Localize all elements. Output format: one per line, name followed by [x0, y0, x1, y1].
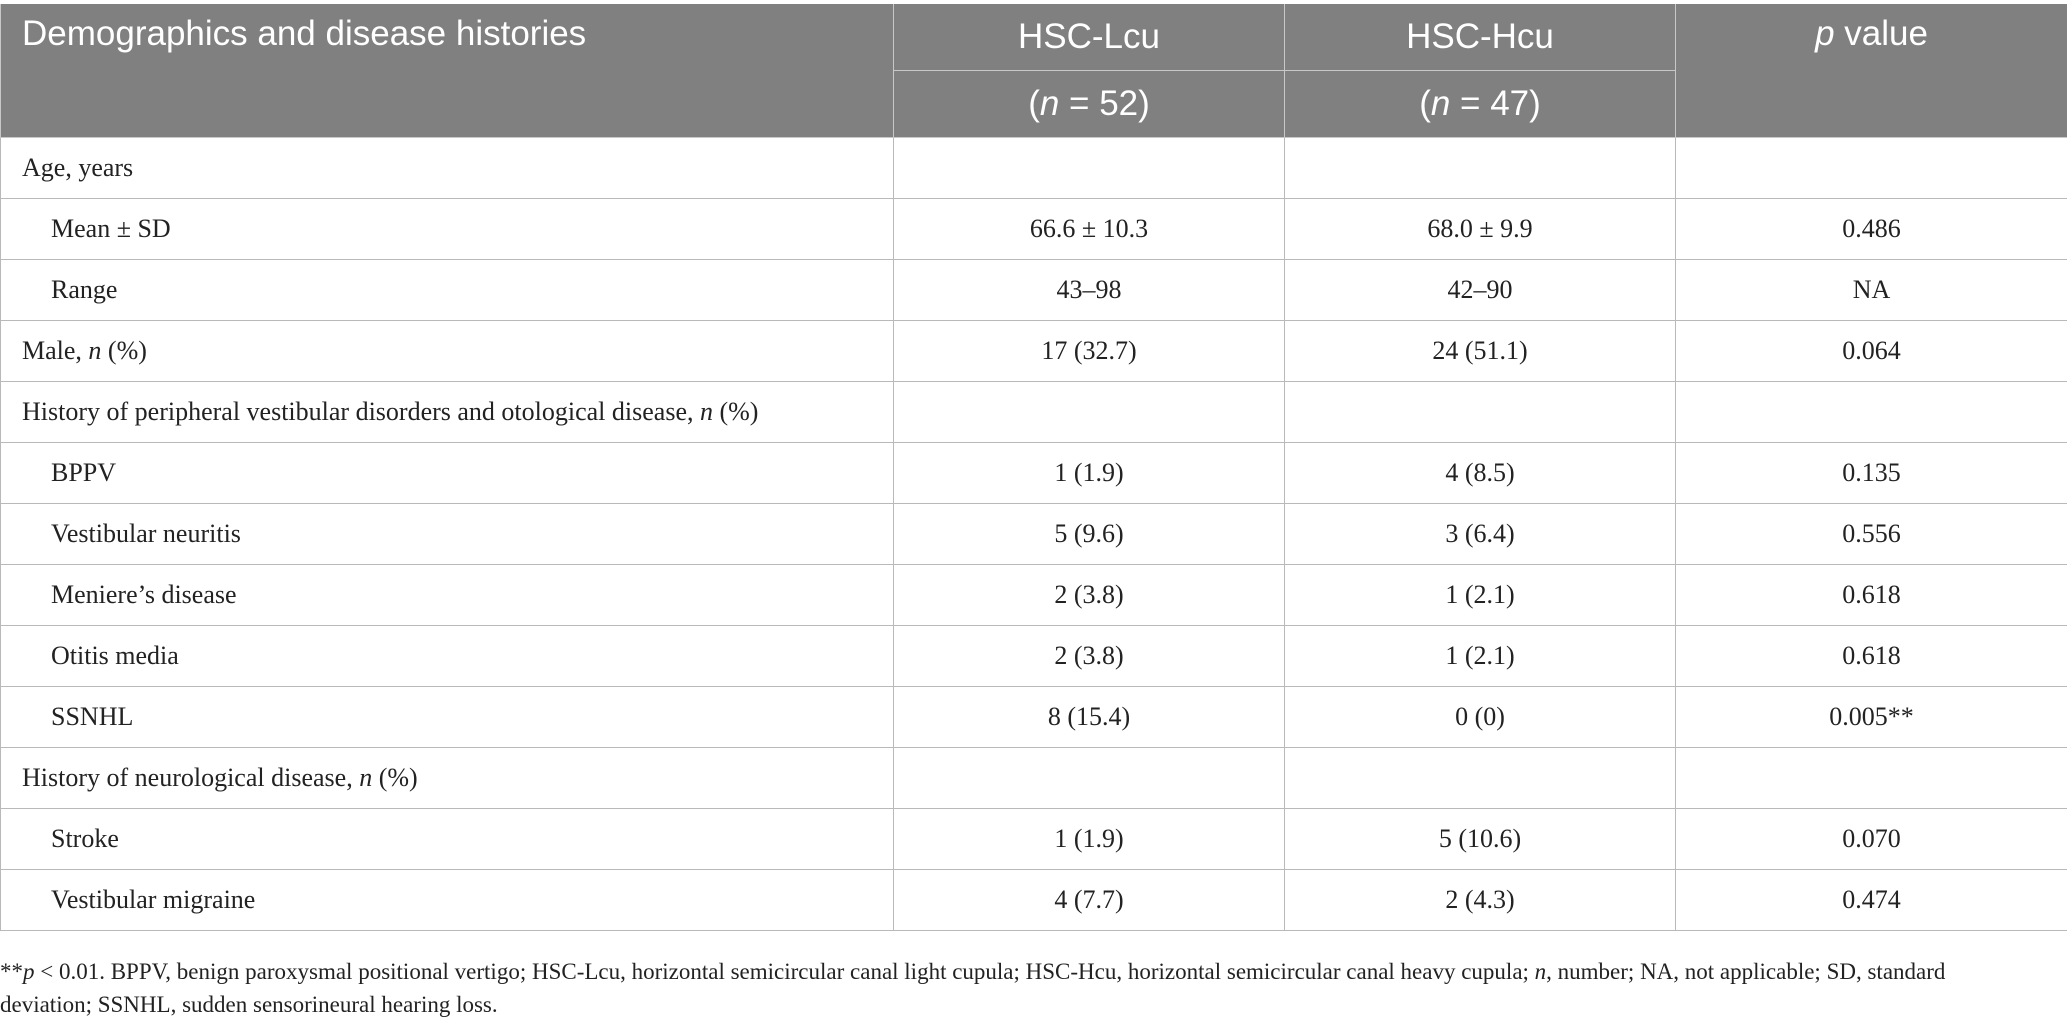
row-label: Vestibular neuritis [1, 504, 894, 565]
row-label: Otitis media [1, 626, 894, 687]
cell-hsc-lcu: 4 (7.7) [894, 870, 1285, 931]
row-label: History of neurological disease, n (%) [1, 748, 894, 809]
demographics-table [0, 4, 2067, 931]
cell-hsc-lcu: 2 (3.8) [894, 626, 1285, 687]
header-n-hcu: (n = 47) [1285, 71, 1676, 138]
cell-p-value [1676, 382, 2067, 443]
header-hsc-hcu: HSC-Hcu [1285, 4, 1676, 71]
row-label: Range [1, 260, 894, 321]
cell-p-value: 0.005** [1676, 687, 2067, 748]
cell-hsc-hcu: 2 (4.3) [1285, 870, 1676, 931]
table-row [1, 443, 2067, 504]
cell-hsc-hcu: 1 (2.1) [1285, 626, 1676, 687]
header-p-value [1676, 4, 2067, 138]
table-row [1, 626, 2067, 687]
row-label: Male, n (%) [1, 321, 894, 382]
cell-p-value: 0.070 [1676, 809, 2067, 870]
table-container [0, 4, 2067, 931]
cell-p-value: 0.618 [1676, 565, 2067, 626]
cell-hsc-hcu: 24 (51.1) [1285, 321, 1676, 382]
table-row [1, 565, 2067, 626]
table-row [1, 138, 2067, 199]
cell-hsc-lcu: 43–98 [894, 260, 1285, 321]
cell-p-value: 0.618 [1676, 626, 2067, 687]
table-row [1, 382, 2067, 443]
row-label: SSNHL [1, 687, 894, 748]
row-label: BPPV [1, 443, 894, 504]
cell-p-value: 0.135 [1676, 443, 2067, 504]
row-label: Age, years [1, 138, 894, 199]
table-header [1, 4, 2067, 138]
cell-hsc-hcu: 1 (2.1) [1285, 565, 1676, 626]
cell-hsc-hcu [1285, 382, 1676, 443]
row-label: Mean ± SD [1, 199, 894, 260]
cell-hsc-hcu: 5 (10.6) [1285, 809, 1676, 870]
header-p-italic: p [1815, 14, 1835, 53]
cell-hsc-lcu [894, 138, 1285, 199]
cell-hsc-hcu: 42–90 [1285, 260, 1676, 321]
cell-hsc-hcu: 3 (6.4) [1285, 504, 1676, 565]
cell-p-value [1676, 748, 2067, 809]
cell-hsc-lcu [894, 382, 1285, 443]
table-row [1, 748, 2067, 809]
table-row [1, 809, 2067, 870]
row-label: Meniere’s disease [1, 565, 894, 626]
header-hsc-lcu: HSC-Lcu [894, 4, 1285, 71]
cell-hsc-lcu: 8 (15.4) [894, 687, 1285, 748]
cell-hsc-lcu: 2 (3.8) [894, 565, 1285, 626]
cell-hsc-hcu [1285, 138, 1676, 199]
cell-hsc-lcu: 66.6 ± 10.3 [894, 199, 1285, 260]
table-row [1, 260, 2067, 321]
cell-hsc-hcu: 68.0 ± 9.9 [1285, 199, 1676, 260]
cell-hsc-hcu: 4 (8.5) [1285, 443, 1676, 504]
row-label: Stroke [1, 809, 894, 870]
row-label: Vestibular migraine [1, 870, 894, 931]
cell-p-value: 0.556 [1676, 504, 2067, 565]
cell-hsc-hcu [1285, 748, 1676, 809]
table-row [1, 870, 2067, 931]
table-body [1, 138, 2067, 931]
header-demographics: Demographics and disease histories [1, 4, 894, 138]
header-p-rest: value [1834, 14, 1928, 53]
cell-p-value [1676, 138, 2067, 199]
table-row [1, 504, 2067, 565]
table-row [1, 321, 2067, 382]
cell-p-value: 0.064 [1676, 321, 2067, 382]
table-row [1, 687, 2067, 748]
cell-p-value: NA [1676, 260, 2067, 321]
table-footnote: **p < 0.01. BPPV, benign paroxysmal positional vertigo; HSC-Lcu, horizontal semicircular canal light cupula; HSC-Hcu, horizontal semicircular canal heavy cupula; n, number; NA, not applicable; SD, standard deviation; SSNHL, sudden sensorineural hearing loss. [0, 959, 1946, 1017]
cell-p-value: 0.474 [1676, 870, 2067, 931]
cell-hsc-lcu [894, 748, 1285, 809]
cell-p-value: 0.486 [1676, 199, 2067, 260]
cell-hsc-lcu: 17 (32.7) [894, 321, 1285, 382]
row-label: History of peripheral vestibular disorders and otological disease, n (%) [1, 382, 894, 443]
cell-hsc-hcu: 0 (0) [1285, 687, 1676, 748]
cell-hsc-lcu: 1 (1.9) [894, 443, 1285, 504]
cell-hsc-lcu: 5 (9.6) [894, 504, 1285, 565]
table-row [1, 199, 2067, 260]
cell-hsc-lcu: 1 (1.9) [894, 809, 1285, 870]
header-n-lcu: (n = 52) [894, 71, 1285, 138]
